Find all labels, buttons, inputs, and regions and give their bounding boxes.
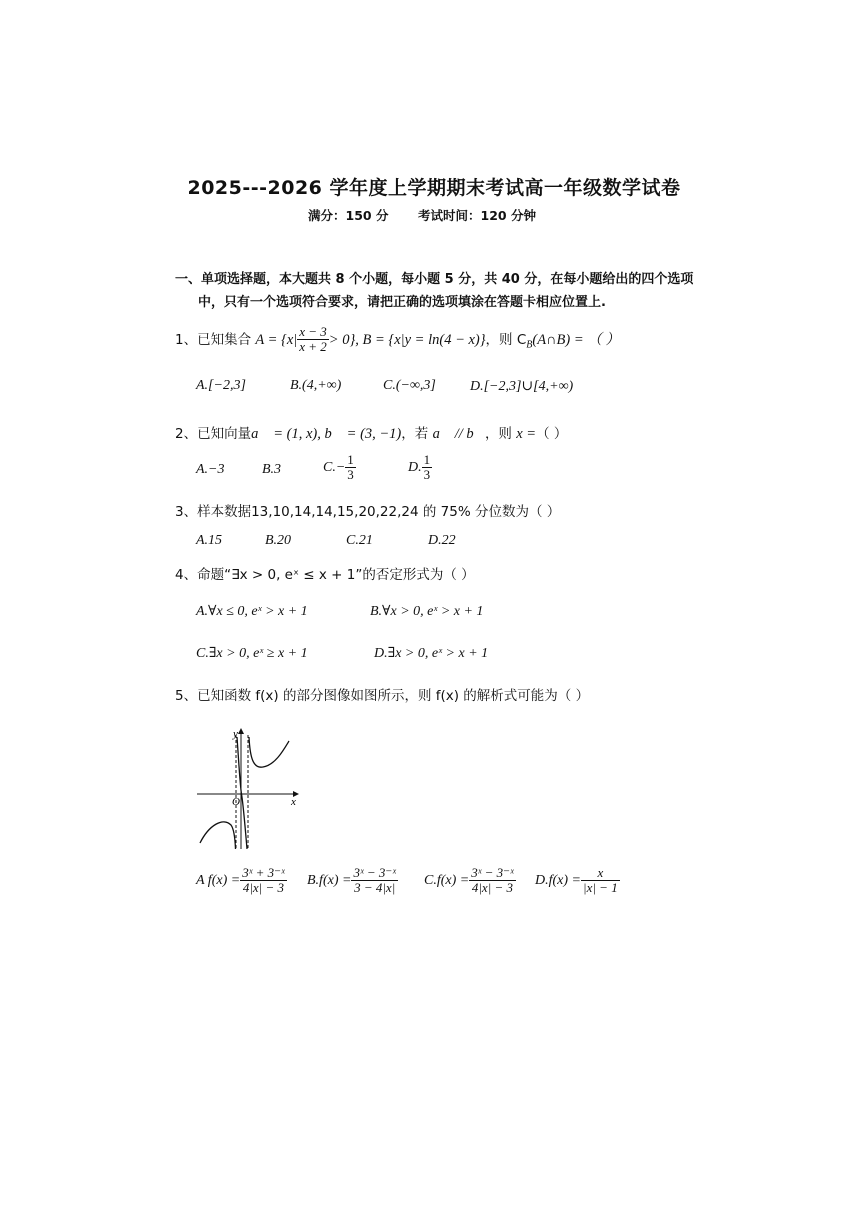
curve-right-branch <box>249 737 289 767</box>
question-number: 2、 <box>175 426 198 442</box>
option-a[interactable]: A f(x) = $\frac{\text{3ˣ + 3⁻ˣ}}{4|x| - 3}$ <box>196 865 285 896</box>
curve-left-branch <box>200 822 236 849</box>
function-graph <box>195 725 305 853</box>
full-score: 满分：150 分 <box>308 208 389 223</box>
option-c[interactable]: C.21 <box>346 533 373 548</box>
question-2 <box>175 422 567 443</box>
y-axis-label: y <box>233 728 238 740</box>
question-text: 命题“∃x > 0, eˣ ≤ x + 1”的否定形式为（ ） <box>197 567 475 583</box>
option-a[interactable]: A.∀x ≤ 0, eˣ > x + 1 <box>196 604 308 619</box>
option-b[interactable]: B.∀x > 0, eˣ > x + 1 <box>370 604 484 619</box>
option-a[interactable]: A.−3 <box>196 462 225 477</box>
option-d[interactable]: D.[−2,3]∪[4,+∞) <box>470 379 574 394</box>
exam-title: 2025---2026 学年度上学期期末考试高一年级数学试卷 <box>187 177 681 199</box>
option-c[interactable]: C.f(x) = $\frac{\text{3ˣ − 3⁻ˣ}}{4|x| - 3}$ <box>424 865 514 896</box>
question-3 <box>175 500 560 520</box>
option-c[interactable]: C.− $\frac{1}{3}$ <box>323 452 354 483</box>
question-tail2: (A∩B) = （ ） <box>532 331 620 348</box>
option-b[interactable]: B.3 <box>262 462 282 477</box>
option-b[interactable]: B.(4,+∞) <box>290 378 342 393</box>
question-text: ，若 <box>401 426 433 442</box>
option-b[interactable]: B.20 <box>265 533 292 548</box>
option-a[interactable]: A.[−2,3] <box>196 378 246 393</box>
option-c[interactable]: C.∃x > 0, eˣ ≥ x + 1 <box>196 646 308 661</box>
question-number: 1、 <box>175 331 198 348</box>
question-5 <box>175 684 589 704</box>
section-heading-line1: 一、单项选择题，本大题共 8 个小题，每小题 5 分，共 40 分，在每小题给出的四个选项 <box>175 272 694 287</box>
option-a[interactable]: A.15 <box>196 533 223 548</box>
exam-time: 考试时间：120 分钟 <box>418 208 536 223</box>
set-a-suffix: > 0}, B = {x|y = ln(4 − x)} <box>328 331 486 348</box>
option-d[interactable]: D.22 <box>428 533 456 548</box>
set-a-prefix: A = {x| <box>255 331 298 348</box>
question-number: 4、 <box>175 567 198 583</box>
question-text: 样本数据13,10,14,14,15,20,22,24 的 75% 分位数为（ ） <box>197 504 561 520</box>
question-text: 已知函数 f(x) 的部分图像如图所示，则 f(x) 的解析式可能为（ ） <box>197 688 590 704</box>
question-lead: 已知集合 <box>197 331 252 348</box>
unknown-x: x = <box>516 426 537 442</box>
y-axis-arrow <box>238 728 244 734</box>
question-number: 3、 <box>175 504 198 520</box>
option-d[interactable]: D.f(x) = $\frac{x}{|x| - 1}$ <box>535 865 618 896</box>
question-1 <box>175 325 620 355</box>
set-a-fraction: $\frac{x - 3}{x + 2}$ <box>299 324 327 355</box>
question-tail: ，则 C <box>485 331 527 348</box>
question-4 <box>175 563 475 583</box>
option-d[interactable]: D.∃x > 0, eˣ > x + 1 <box>374 646 489 661</box>
parallel-condition: a⃗ // b⃗ <box>432 426 485 442</box>
option-c[interactable]: C.(−∞,3] <box>383 378 436 393</box>
question-number: 5、 <box>175 688 198 704</box>
complement-subscript: B <box>526 339 533 351</box>
curve-middle-branch <box>237 737 247 849</box>
question-lead: 已知向量 <box>197 426 252 442</box>
origin-label: O <box>232 796 240 808</box>
answer-blank: （ ） <box>536 426 568 442</box>
option-b[interactable]: B.f(x) = $\frac{\text{3ˣ − 3⁻ˣ}}{3 - 4|x|}$ <box>307 865 396 896</box>
x-axis-label: x <box>291 796 296 808</box>
vector-definition: a⃗ = (1, x), b⃗ = (3, −1) <box>251 426 402 442</box>
question-text: ，则 <box>484 426 517 442</box>
option-d[interactable]: D. $\frac{1}{3}$ <box>408 452 431 483</box>
section-heading-line2: 中，只有一个选项符合要求，请把正确的选项填涂在答题卡相应位置上. <box>198 295 606 310</box>
